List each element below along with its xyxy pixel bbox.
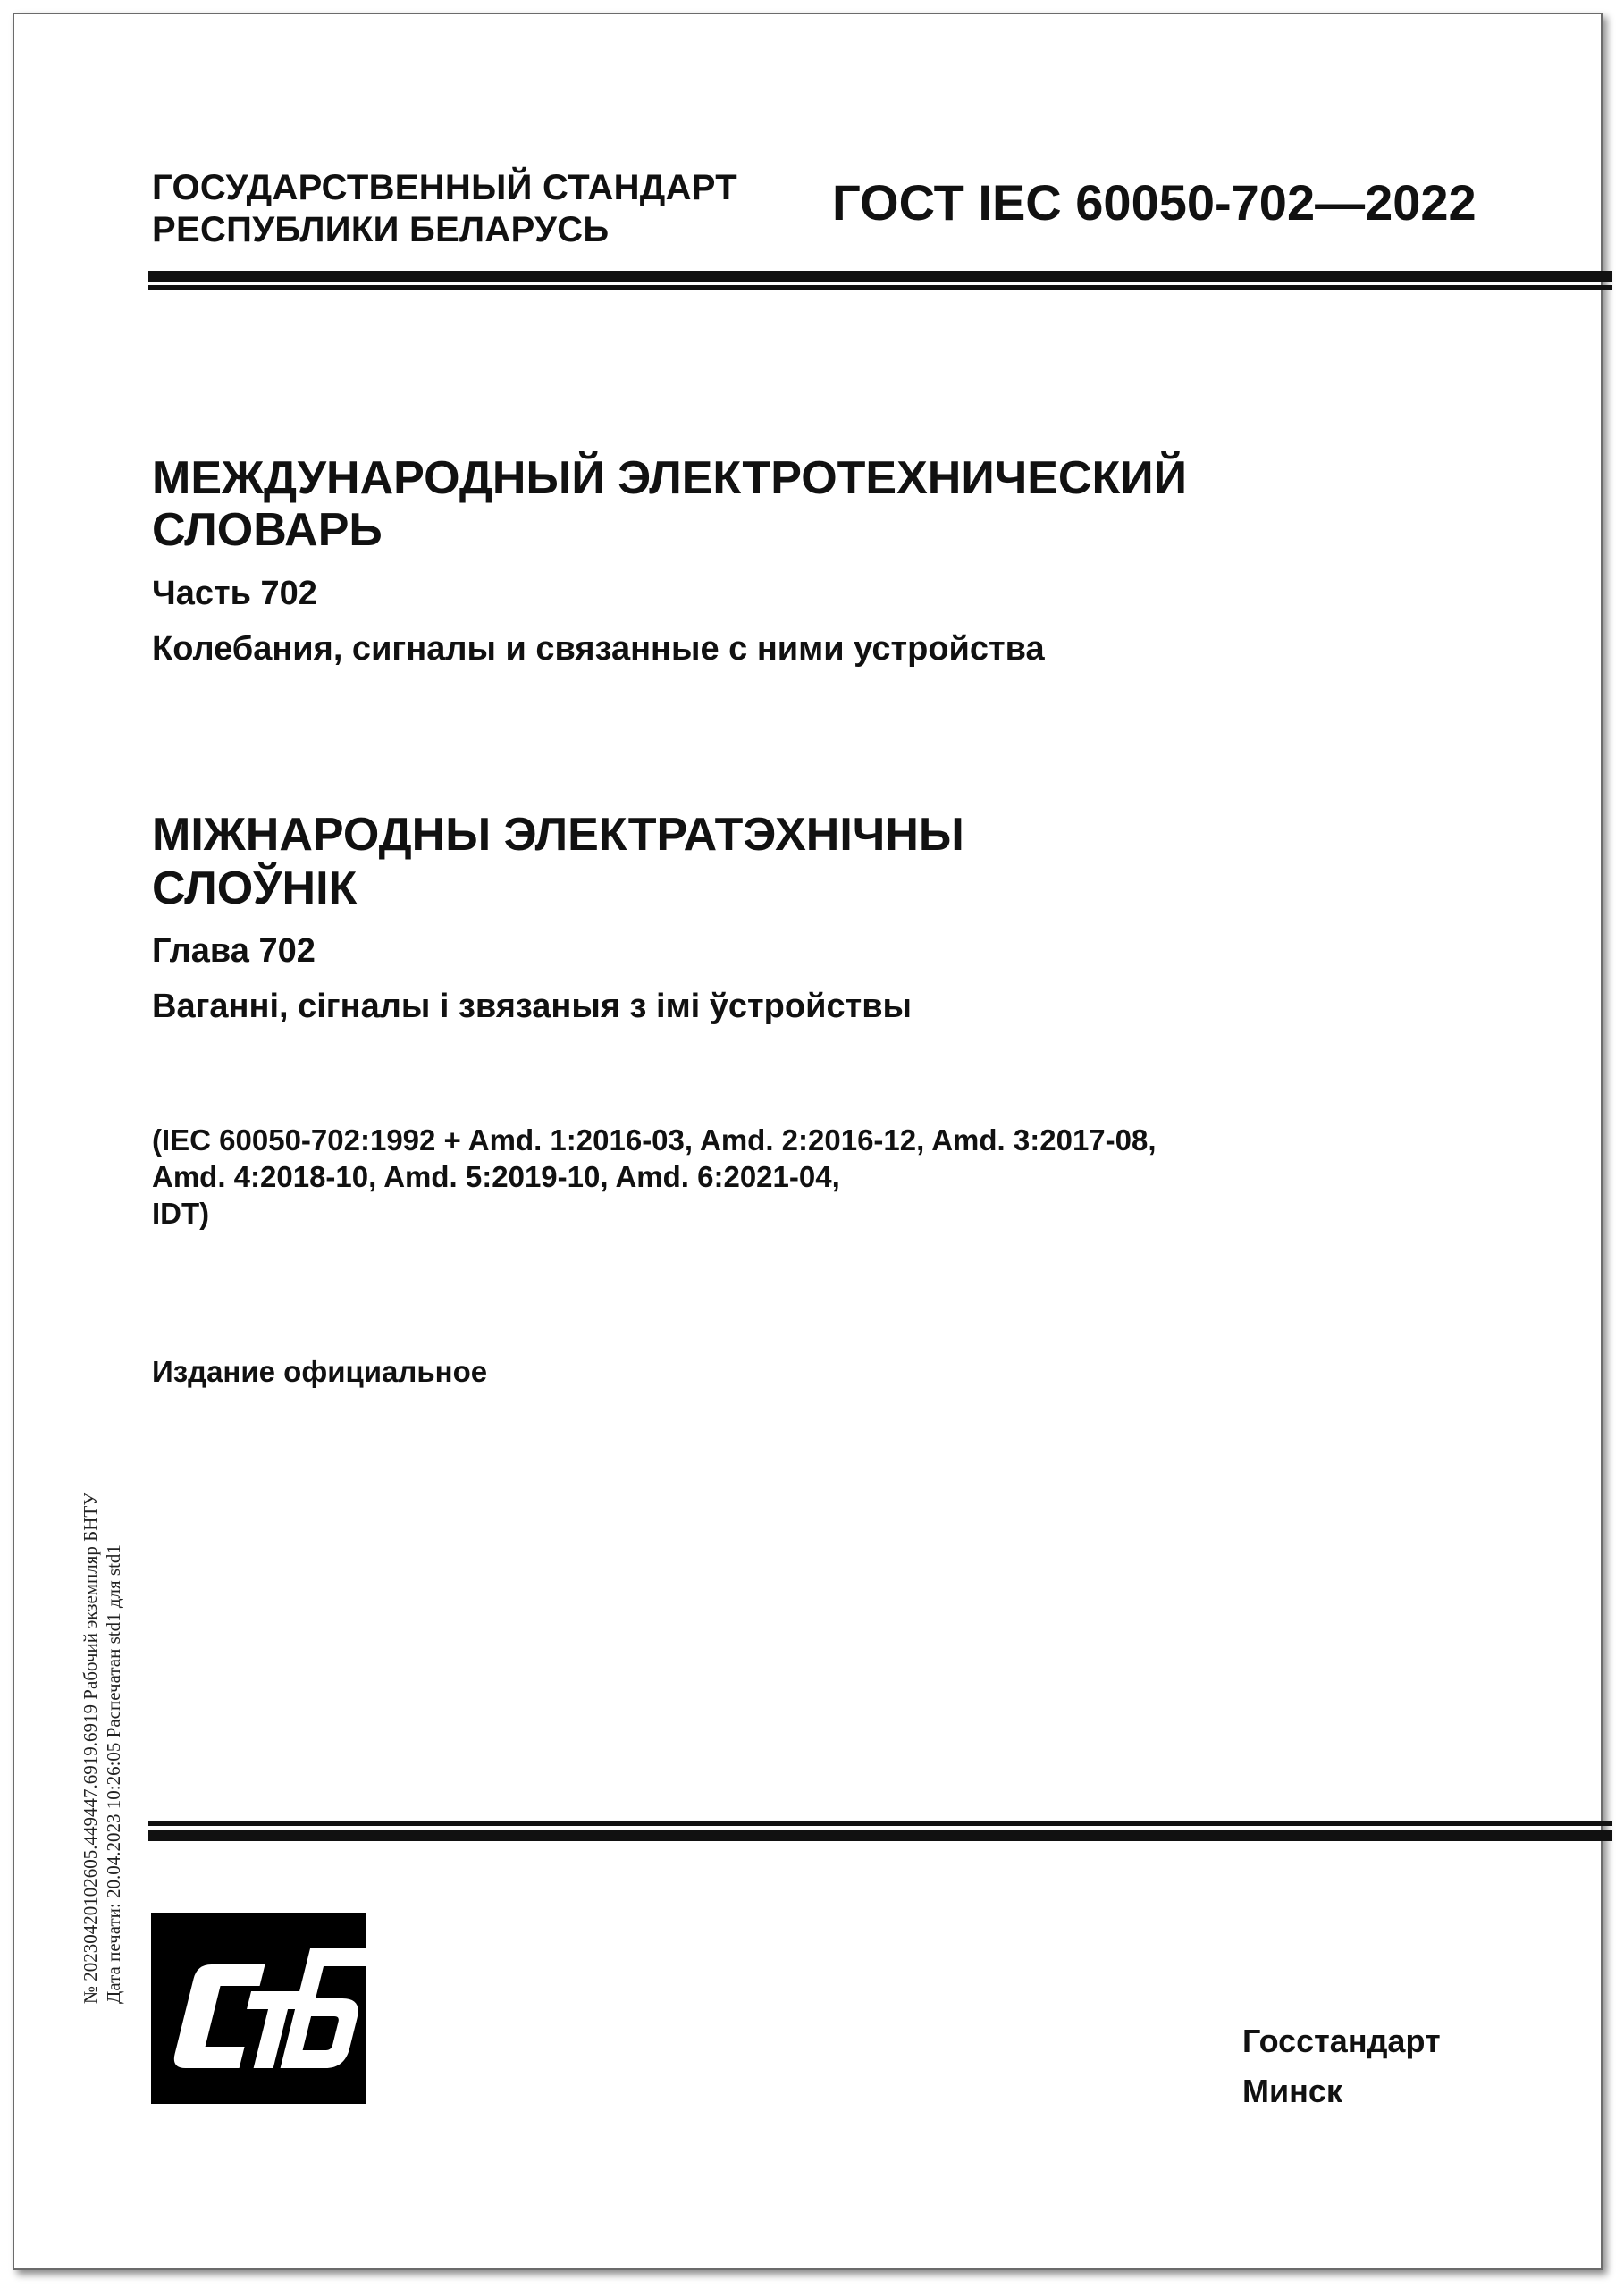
document-page [13,13,1603,2270]
identity-line-2: Amd. 4:2018-10, Amd. 5:2019-10, Amd. 6:2021-04, [152,1160,840,1193]
subtitle-ru: Колебания, сигналы и связанные с ними устройства [152,630,1045,668]
print-stamp-line-2: Дата печати: 20.04.2023 10:26:05 Распечатан std1 для std1 [103,1544,124,2004]
org-line-2: РЕСПУБЛИКИ БЕЛАРУСЬ [152,210,610,249]
org-line-1: ГОСУДАРСТВЕННЫЙ СТАНДАРТ [152,168,737,207]
edition-label: Издание официальное [152,1355,488,1388]
subtitle-be: Ваганні, сігналы і звязаныя з імі ўстройствы [152,988,913,1025]
title-ru-line-2: СЛОВАРЬ [152,504,383,556]
identity-line-1: (IEC 60050-702:1992 + Amd. 1:2016-03, Amd. 2:2016-12, Amd. 3:2017-08, [152,1123,1157,1157]
logo-mark-icon [151,1913,366,2104]
publisher-city: Минск [1242,2073,1342,2109]
part-ru: Часть 702 [152,575,317,612]
iec-identity [152,1122,1157,1232]
identity-line-3: IDT) [152,1197,210,1230]
standard-code: ГОСТ IEC 60050-702—2022 [832,174,1477,231]
part-be: Глава 702 [152,932,316,970]
title-ru-line-1: МЕЖДУНАРОДНЫЙ ЭЛЕКТРОТЕХНИЧЕСКИЙ [152,452,1187,504]
issuing-organization [152,167,737,251]
title-be-line-2: СЛОЎНІК [152,862,358,914]
gosstandart-logo [151,1913,366,2104]
top-rule-thick [148,271,1612,282]
top-rule-thin [148,285,1612,290]
print-stamp-line-1: № 20230420102605.449447.6919.6919 Рабочий экземпляр БНТУ [80,1492,101,2004]
bottom-rule-thick [148,1830,1612,1841]
publisher [1242,2016,1441,2116]
bottom-rule-thin [148,1821,1612,1826]
publisher-name: Госстандарт [1242,2023,1441,2059]
title-be-line-1: МІЖНАРОДНЫ ЭЛЕКТРАТЭХНІЧНЫ [152,809,964,861]
